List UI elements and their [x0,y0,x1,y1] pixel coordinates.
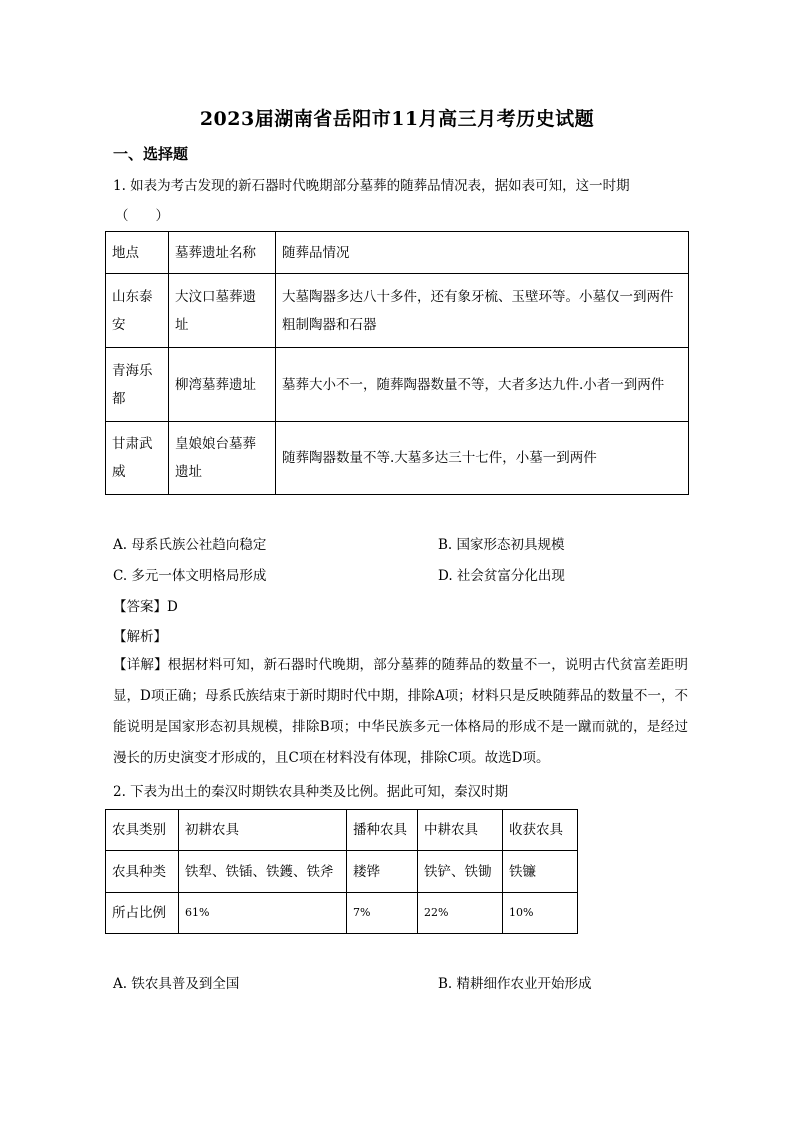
table-cell: 61% [179,893,347,934]
table-cell: 所占比例 [106,893,179,934]
q1-blank: （ ） [115,208,169,224]
q1-option-b: B. 国家形态初具规模 [438,537,565,553]
q2-option-b: B. 精耕细作农业开始形成 [438,976,592,992]
table-row [106,232,689,274]
q2-table [105,809,578,934]
table-header: 墓葬遗址名称 [169,232,276,274]
q1-option-c: C. 多元一体文明格局形成 [113,568,267,584]
table-row [106,274,689,348]
table-header: 初耕农具 [179,810,347,851]
table-cell: 大汶口墓葬遗址 [169,274,276,348]
page-title: 2023届湖南省岳阳市11月高三月考历史试题 [199,108,595,130]
table-cell: 柳湾墓葬遗址 [169,348,276,422]
q2-stem: 2. 下表为出土的秦汉时期铁农具种类及比例。据此可知，秦汉时期 [113,784,509,800]
table-cell: 皇娘娘台墓葬遗址 [169,422,276,495]
section-heading: 一、选择题 [113,145,189,163]
table-cell: 山东泰安 [106,274,169,348]
table-cell: 耧铧 [347,851,418,893]
table-header: 中耕农具 [418,810,503,851]
table-header: 随葬品情况 [276,232,689,274]
table-cell: 铁犁、铁锸、铁鑊、铁斧 [179,851,347,893]
q1-option-d: D. 社会贫富分化出现 [438,568,565,584]
detail-paragraph: 【详解】根据材料可知，新石器时代晚期，部分墓葬的随葬品的数量不一，说明古代贫富差距明显，D项正确；母系氏族结束于新时期时代中期，排除A项；材料只是反映随葬品的数量不一，不能说明是国家形态初具规模，排除B项；中华民族多元一体格局的形成不是一蹴而就的，是经过漫长的历史演变才形成的，且C项在材料没有体现，排除C项。故选D项。 [113,657,688,766]
table-row [106,810,578,851]
q1-stem: 1. 如表为考古发现的新石器时代晚期部分墓葬的随葬品情况表，据如表可知，这一时期 [113,178,630,194]
table-row [106,893,578,934]
table-cell: 甘肃武威 [106,422,169,495]
table-header: 农具类别 [106,810,179,851]
table-cell: 农具种类 [106,851,179,893]
table-cell: 随葬陶器数量不等.大墓多达三十七件，小墓一到两件 [276,422,689,495]
q1-table [105,231,689,495]
q2-option-a: A. 铁农具普及到全国 [113,976,240,992]
analysis-label: 【解析】 [113,629,167,645]
table-row [106,422,689,495]
table-row [106,851,578,893]
table-cell: 墓葬大小不一，随葬陶器数量不等，大者多达九件.小者一到两件 [276,348,689,422]
table-cell: 22% [418,893,503,934]
table-cell: 青海乐都 [106,348,169,422]
table-cell: 铁铲、铁锄 [418,851,503,893]
table-row [106,348,689,422]
answer-label: 【答案】D [113,599,178,615]
table-header: 收获农具 [503,810,578,851]
table-cell: 铁镰 [503,851,578,893]
table-header: 播种农具 [347,810,418,851]
table-cell: 10% [503,893,578,934]
q1-option-a: A. 母系氏族公社趋向稳定 [113,537,267,553]
table-cell: 大墓陶器多达八十多件，还有象牙梳、玉壁环等。小墓仅一到两件粗制陶器和石器 [276,274,689,348]
table-cell: 7% [347,893,418,934]
table-header: 地点 [106,232,169,274]
